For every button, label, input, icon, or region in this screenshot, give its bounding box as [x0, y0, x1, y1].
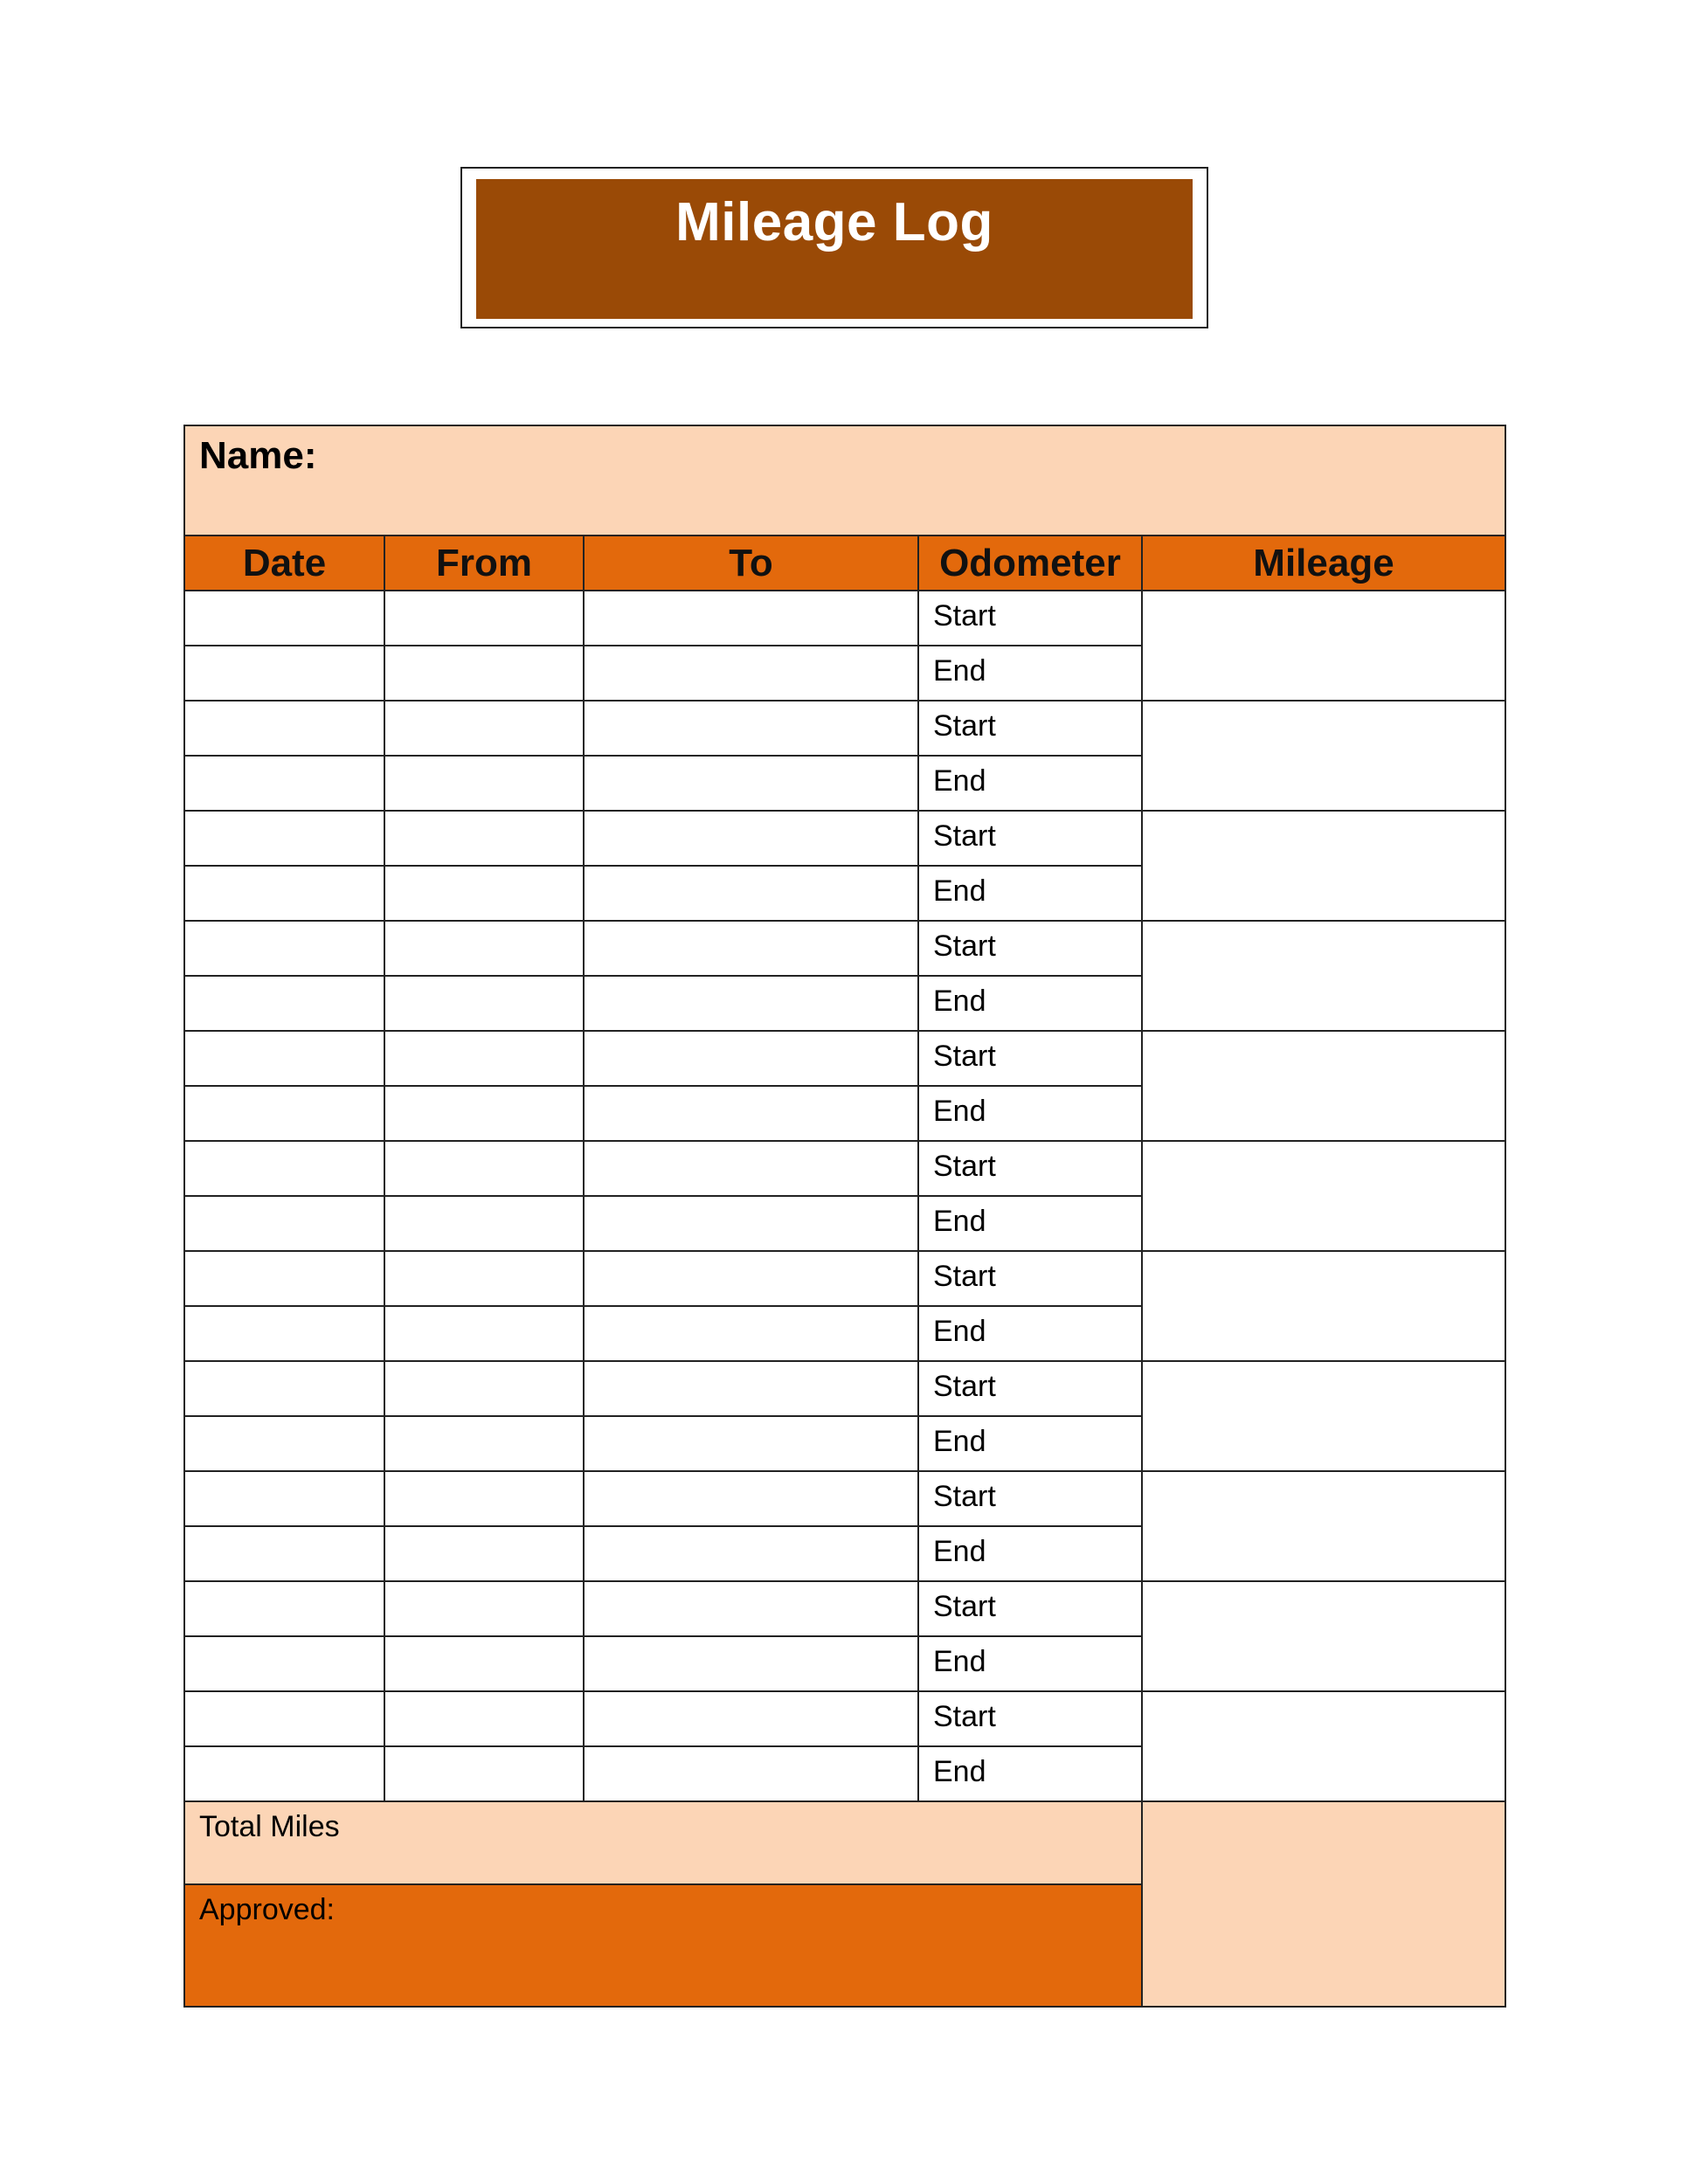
odometer-start-cell[interactable]	[918, 811, 1142, 866]
total-miles-label-cell	[184, 1801, 1142, 1884]
total-miles-row	[184, 1801, 1505, 1884]
odometer-start-label: Start	[933, 819, 996, 853]
date-cell[interactable]	[184, 1526, 384, 1581]
odometer-start-label: Start	[933, 1040, 996, 1073]
odometer-end-label: End	[933, 764, 986, 798]
date-cell[interactable]	[184, 866, 384, 921]
to-cell[interactable]	[584, 701, 918, 756]
table-row	[184, 701, 1505, 756]
mileage-cell[interactable]	[1142, 1361, 1505, 1471]
from-cell[interactable]	[384, 1251, 584, 1306]
odometer-end-cell[interactable]	[918, 1636, 1142, 1691]
odometer-end-cell[interactable]	[918, 1086, 1142, 1141]
from-cell[interactable]	[384, 646, 584, 701]
mileage-cell[interactable]	[1142, 1031, 1505, 1141]
odometer-start-cell[interactable]	[918, 1691, 1142, 1746]
table-row	[184, 1031, 1505, 1086]
date-cell[interactable]	[184, 976, 384, 1031]
mileage-cell[interactable]	[1142, 701, 1505, 811]
title-banner	[476, 179, 1193, 319]
odometer-start-label: Start	[933, 930, 996, 963]
odometer-start-label: Start	[933, 1150, 996, 1183]
odometer-end-cell[interactable]	[918, 646, 1142, 701]
to-cell[interactable]	[584, 1636, 918, 1691]
to-cell[interactable]	[584, 591, 918, 646]
date-cell[interactable]	[184, 921, 384, 976]
from-cell[interactable]	[384, 1306, 584, 1361]
date-cell[interactable]	[184, 1416, 384, 1471]
to-cell[interactable]	[584, 1526, 918, 1581]
odometer-end-label: End	[933, 654, 986, 688]
odometer-start-cell[interactable]	[918, 1471, 1142, 1526]
date-cell[interactable]	[184, 1691, 384, 1746]
date-cell[interactable]	[184, 756, 384, 811]
mileage-cell[interactable]	[1142, 1471, 1505, 1581]
table-row	[184, 1141, 1505, 1196]
from-cell[interactable]	[384, 701, 584, 756]
total-miles-value[interactable]	[1142, 1801, 1505, 2007]
date-cell[interactable]	[184, 1031, 384, 1086]
date-cell[interactable]	[184, 1746, 384, 1801]
odometer-start-label: Start	[933, 599, 996, 632]
to-cell[interactable]	[584, 811, 918, 866]
date-cell[interactable]	[184, 1361, 384, 1416]
to-cell[interactable]	[584, 921, 918, 976]
to-cell[interactable]	[584, 1086, 918, 1141]
approved-field[interactable]	[184, 1884, 1142, 2007]
odometer-end-label: End	[933, 1205, 986, 1238]
column-header-odometer: Odometer	[918, 536, 1142, 591]
odometer-end-cell[interactable]	[918, 1526, 1142, 1581]
date-cell[interactable]	[184, 1141, 384, 1196]
mileage-cell[interactable]	[1142, 1251, 1505, 1361]
odometer-start-cell[interactable]	[918, 1361, 1142, 1416]
mileage-cell[interactable]	[1142, 1581, 1505, 1691]
odometer-end-label: End	[933, 1755, 986, 1788]
from-cell[interactable]	[384, 1471, 584, 1526]
odometer-start-cell[interactable]	[918, 921, 1142, 976]
to-cell[interactable]	[584, 1141, 918, 1196]
mileage-cell[interactable]	[1142, 921, 1505, 1031]
header-row	[184, 536, 1505, 591]
from-cell[interactable]	[384, 1196, 584, 1251]
date-cell[interactable]	[184, 591, 384, 646]
date-cell[interactable]	[184, 701, 384, 756]
odometer-start-cell[interactable]	[918, 1141, 1142, 1196]
column-header-date: Date	[184, 536, 384, 591]
to-cell[interactable]	[584, 1031, 918, 1086]
from-cell[interactable]	[384, 811, 584, 866]
odometer-start-cell[interactable]	[918, 591, 1142, 646]
odometer-end-label: End	[933, 1425, 986, 1458]
date-cell[interactable]	[184, 1086, 384, 1141]
column-header-to: To	[584, 536, 918, 591]
mileage-cell[interactable]	[1142, 1141, 1505, 1251]
to-cell[interactable]	[584, 1361, 918, 1416]
from-cell[interactable]	[384, 1746, 584, 1801]
to-cell[interactable]	[584, 1471, 918, 1526]
from-cell[interactable]	[384, 1361, 584, 1416]
table-row	[184, 921, 1505, 976]
from-cell[interactable]	[384, 921, 584, 976]
odometer-end-label: End	[933, 985, 986, 1018]
to-cell[interactable]	[584, 1746, 918, 1801]
odometer-end-label: End	[933, 874, 986, 908]
date-cell[interactable]	[184, 1581, 384, 1636]
mileage-log-table	[183, 425, 1506, 2008]
table-row	[184, 1251, 1505, 1306]
to-cell[interactable]	[584, 756, 918, 811]
from-cell[interactable]	[384, 1581, 584, 1636]
odometer-end-label: End	[933, 1535, 986, 1568]
to-cell[interactable]	[584, 866, 918, 921]
to-cell[interactable]	[584, 1306, 918, 1361]
odometer-end-cell[interactable]	[918, 1196, 1142, 1251]
odometer-start-label: Start	[933, 1480, 996, 1513]
from-cell[interactable]	[384, 591, 584, 646]
from-cell[interactable]	[384, 1691, 584, 1746]
odometer-end-cell[interactable]	[918, 976, 1142, 1031]
from-cell[interactable]	[384, 1526, 584, 1581]
odometer-end-cell[interactable]	[918, 866, 1142, 921]
table-row	[184, 1361, 1505, 1416]
approved-label: Approved:	[199, 1893, 335, 1926]
odometer-start-cell[interactable]	[918, 1251, 1142, 1306]
date-cell[interactable]	[184, 1196, 384, 1251]
odometer-start-cell[interactable]	[918, 1031, 1142, 1086]
name-label: Name:	[199, 434, 317, 477]
odometer-end-cell[interactable]	[918, 756, 1142, 811]
table-row	[184, 591, 1505, 646]
odometer-end-label: End	[933, 1095, 986, 1128]
odometer-end-cell[interactable]	[918, 1306, 1142, 1361]
table-row	[184, 1581, 1505, 1636]
to-cell[interactable]	[584, 1691, 918, 1746]
from-cell[interactable]	[384, 866, 584, 921]
odometer-end-cell[interactable]	[918, 1416, 1142, 1471]
mileage-cell[interactable]	[1142, 1691, 1505, 1801]
table-row	[184, 1471, 1505, 1526]
odometer-start-label: Start	[933, 1700, 996, 1733]
date-cell[interactable]	[184, 646, 384, 701]
table-row	[184, 811, 1505, 866]
odometer-start-label: Start	[933, 1590, 996, 1623]
column-header-mileage: Mileage	[1142, 536, 1505, 591]
from-cell[interactable]	[384, 1636, 584, 1691]
date-cell[interactable]	[184, 1251, 384, 1306]
to-cell[interactable]	[584, 1251, 918, 1306]
odometer-end-label: End	[933, 1315, 986, 1348]
total-miles-label: Total Miles	[199, 1810, 340, 1843]
to-cell[interactable]	[584, 1581, 918, 1636]
date-cell[interactable]	[184, 1306, 384, 1361]
date-cell[interactable]	[184, 1636, 384, 1691]
page-title: Mileage Log	[675, 192, 993, 252]
odometer-start-label: Start	[933, 1260, 996, 1293]
odometer-start-cell[interactable]	[918, 1581, 1142, 1636]
from-cell[interactable]	[384, 1416, 584, 1471]
from-cell[interactable]	[384, 1086, 584, 1141]
to-cell[interactable]	[584, 1416, 918, 1471]
odometer-start-cell[interactable]	[918, 701, 1142, 756]
name-row	[184, 425, 1505, 536]
from-cell[interactable]	[384, 1141, 584, 1196]
from-cell[interactable]	[384, 756, 584, 811]
from-cell[interactable]	[384, 1031, 584, 1086]
odometer-start-label: Start	[933, 709, 996, 743]
from-cell[interactable]	[384, 976, 584, 1031]
to-cell[interactable]	[584, 1196, 918, 1251]
table-row	[184, 1691, 1505, 1746]
mileage-cell[interactable]	[1142, 591, 1505, 701]
column-header-from: From	[384, 536, 584, 591]
date-cell[interactable]	[184, 1471, 384, 1526]
odometer-start-label: Start	[933, 1370, 996, 1403]
mileage-cell[interactable]	[1142, 811, 1505, 921]
to-cell[interactable]	[584, 646, 918, 701]
to-cell[interactable]	[584, 976, 918, 1031]
name-field[interactable]	[184, 425, 1505, 536]
odometer-end-cell[interactable]	[918, 1746, 1142, 1801]
date-cell[interactable]	[184, 811, 384, 866]
odometer-end-label: End	[933, 1645, 986, 1678]
